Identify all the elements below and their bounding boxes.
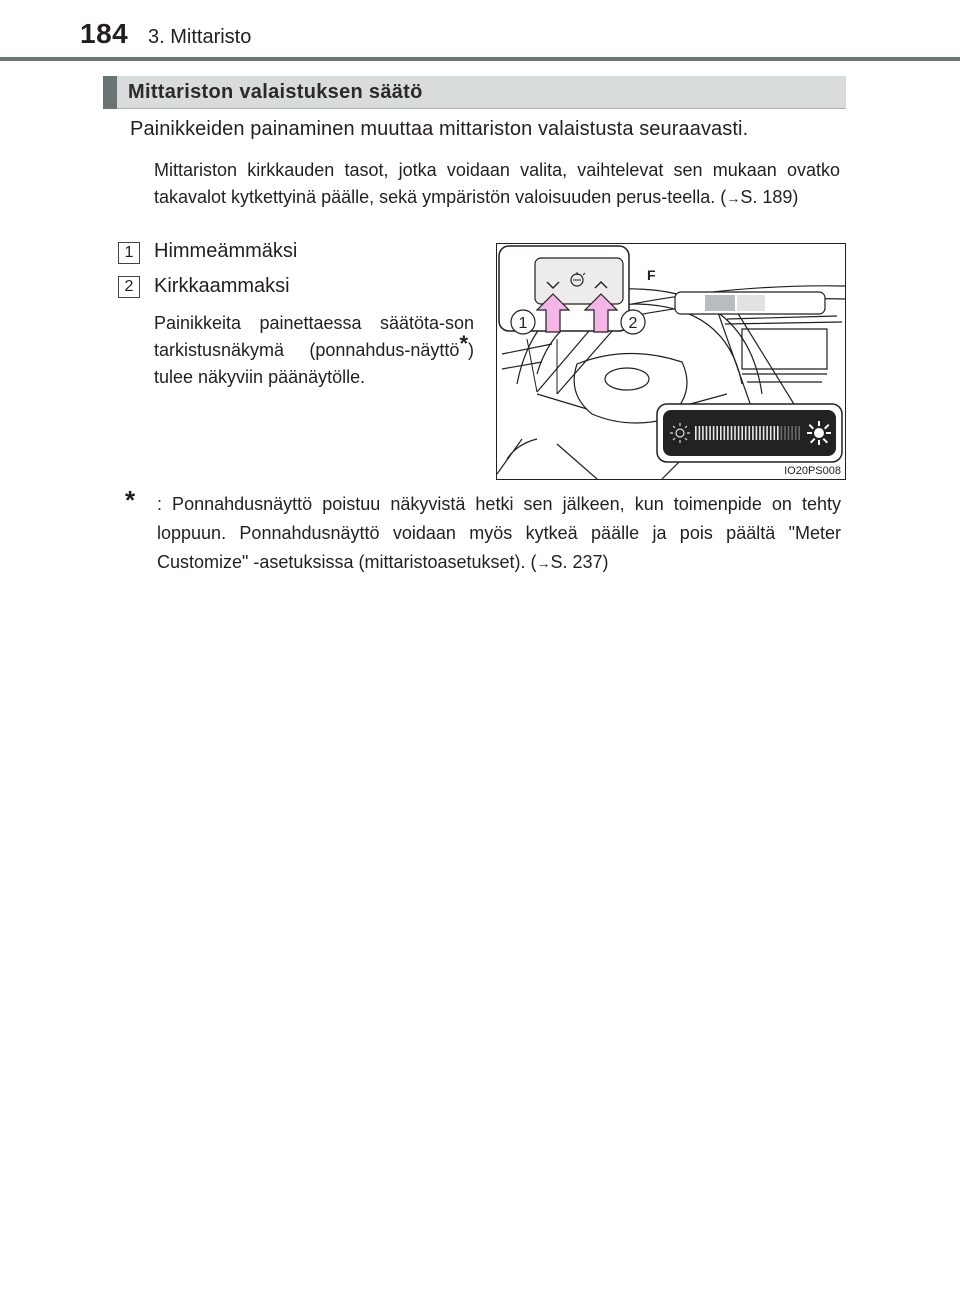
brightness-segment [731, 426, 733, 440]
brightness-segment [745, 426, 747, 440]
brightness-segment [777, 426, 779, 440]
brightness-segment [706, 426, 708, 440]
chapter-title: 3. Mittaristo [148, 26, 252, 48]
brightness-segment [784, 426, 786, 440]
section-title: Mittariston valaistuksen säätö [128, 81, 423, 103]
figure-id: IO20PS008 [784, 465, 841, 477]
reference-arrow-icon: → [536, 555, 551, 571]
brightness-segment [795, 426, 797, 440]
footnote-star: * [125, 485, 136, 515]
item-label-1: Himmeämmäksi [154, 240, 298, 262]
callout-number-1: 1 [518, 315, 528, 332]
item-number-2: 2 [118, 276, 140, 298]
sub-note-text-end: ) tulee näkyviin päänäytölle. [154, 340, 474, 387]
sub-note-text: Painikkeita painettaessa säätöta-son tarkistusnäkymä (ponnahdus-näyttö [154, 313, 474, 360]
brightness-segment [781, 426, 783, 440]
brightness-segment [798, 426, 800, 440]
section-heading-stripe [103, 76, 117, 109]
page-reference-link[interactable]: S. 237) [550, 552, 609, 572]
brightness-segment [716, 426, 718, 440]
footnote-text [157, 490, 841, 578]
brightness-segment [788, 426, 790, 440]
page-reference-link[interactable]: S. 189) [740, 187, 799, 207]
brightness-segment [752, 426, 754, 440]
brightness-segment [713, 426, 715, 440]
item-number-1: 1 [118, 242, 140, 264]
brightness-segment [763, 426, 765, 440]
footnote-body: : Ponnahdusnäyttö poistuu näkyvistä hetki sen jälkeen, kun toimenpide on tehty loppuun. Ponnahdusnäyttö voidaan myös kytkeä päälle ja pois päältä "Meter Customize" -asetuksissa (mittaristoasetukset). ( [157, 494, 841, 572]
footnote-star: * [459, 331, 468, 356]
svg-text:F: F [647, 267, 656, 283]
sub-note-paragraph [154, 310, 474, 391]
brightness-segment [709, 426, 711, 440]
brightness-segment [734, 426, 736, 440]
brightness-segment [702, 426, 704, 440]
section-heading-bar [103, 76, 846, 109]
note-text: Mittariston kirkkauden tasot, jotka voidaan valita, vaihtelevat sen mukaan ovatko takavalot kytkettyinä päälle, sekä ympäristön valoisuuden perus-teella. ( [154, 160, 840, 207]
reference-arrow-icon: → [726, 190, 741, 206]
brightness-segment [738, 426, 740, 440]
callout-number-2: 2 [628, 315, 638, 332]
brightness-segment [727, 426, 729, 440]
page-number: 184 [80, 18, 129, 49]
note-paragraph [154, 157, 840, 212]
brightness-segment [756, 426, 758, 440]
intro-paragraph: Painikkeiden painaminen muuttaa mittariston valaistusta seuraavasti. [130, 118, 749, 140]
dashboard-illustration [496, 243, 846, 480]
item-label-2: Kirkkaammaksi [154, 275, 290, 297]
brightness-segment [699, 426, 701, 440]
dashboard-drawing [497, 244, 845, 479]
header-rule [0, 57, 960, 61]
brightness-segment [695, 426, 697, 440]
brightness-segment [724, 426, 726, 440]
brightness-segment [741, 426, 743, 440]
brightness-segment [791, 426, 793, 440]
brightness-segment [770, 426, 772, 440]
brightness-segment [720, 426, 722, 440]
brightness-segment [766, 426, 768, 440]
brightness-segment [774, 426, 776, 440]
brightness-segment [749, 426, 751, 440]
brightness-segment [759, 426, 761, 440]
